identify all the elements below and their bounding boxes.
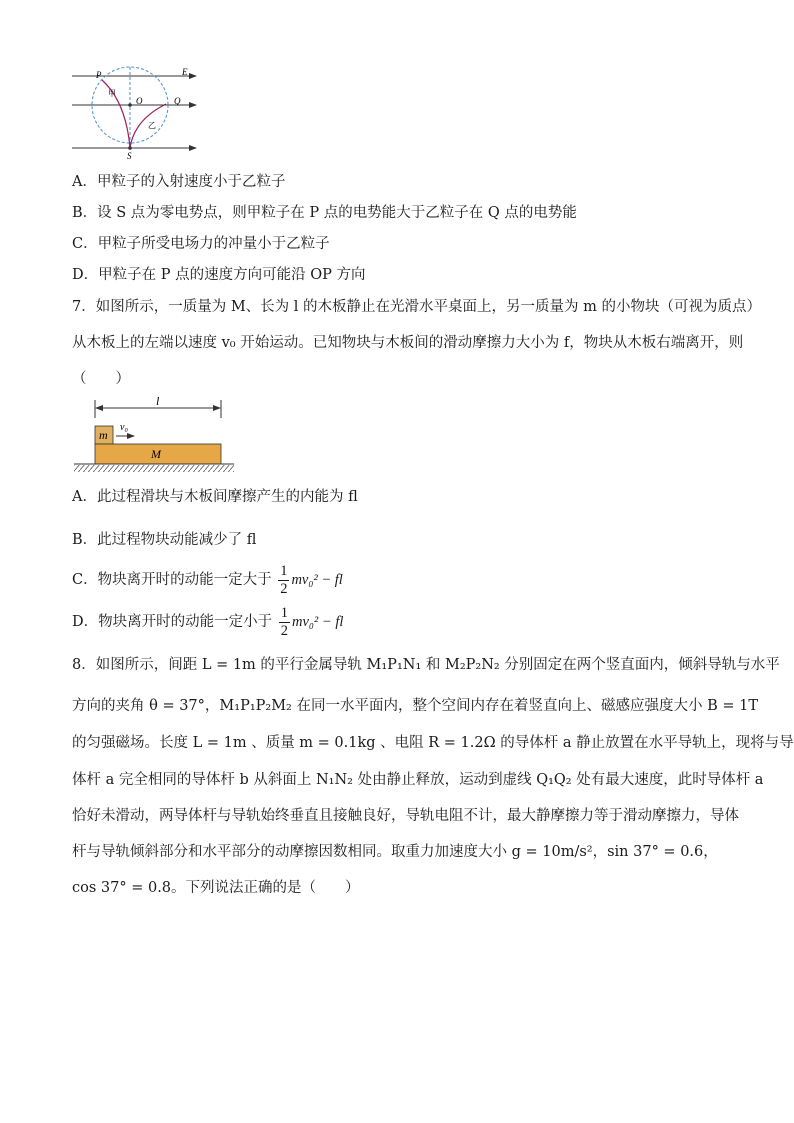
label-O: O <box>136 96 143 106</box>
label-M: M <box>151 447 161 461</box>
q8-line4: 体杆 a 完全相同的导体杆 b 从斜面上 N₁N₂ 处由静止释放，运动到虚线 Q₁Q₂ 处有最大速度，此时导体杆 a <box>72 772 764 788</box>
q7-stem-line1: 7．如图所示，一质量为 M、长为 l 的木板静止在光滑水平桌面上，另一质量为 m 的小物块（可视为质点） <box>72 299 762 315</box>
q7-option-a: A．此过程滑块与木板间摩擦产生的内能为 fl <box>72 489 358 505</box>
fraction-half: $\frac{1}{2}$ <box>280 562 288 597</box>
q8-line2: 方向的夹角 θ = 37°，M₁P₁P₂M₂ 在同一水平面内，整个空间内存在着竖直向上、磁感应强度大小 B = 1T <box>72 698 758 714</box>
q7-option-b: B．此过程物块动能减少了 fl <box>72 532 257 548</box>
q7-stem-line2: 从木板上的左端以速度 v₀ 开始运动。已知物块与木板间的滑动摩擦力大小为 f，物块从木板右端离开，则 <box>72 335 744 351</box>
q6-option-d: D．甲粒子在 P 点的速度方向可能沿 OP 方向 <box>72 267 366 283</box>
point-S <box>128 146 132 150</box>
q7-option-c-expr: mv₀² − fl <box>291 572 343 588</box>
q8-line7: cos 37° = 0.8。下列说法正确的是（ ） <box>72 880 360 896</box>
trajectory-jia <box>102 80 130 148</box>
label-E: E <box>182 67 188 77</box>
q7-option-d-expr: mv₀² − fl <box>291 614 344 630</box>
q8-line6: 杆与导轨倾斜部分和水平部分的动摩擦因数相同。取重力加速度大小 g = 10m/s²，sin 37° = 0.6， <box>72 844 718 860</box>
q8-line3: 的匀强磁场。长度 L = 1m 、质量 m = 0.1kg 、电阻 R = 1.2Ω 的导体杆 a 静止放置在水平导轨上，现将与导 <box>72 735 794 751</box>
q6-option-c: C．甲粒子所受电场力的冲量小于乙粒子 <box>72 236 330 252</box>
label-P: P <box>96 70 102 80</box>
q6-option-a: A．甲粒子的入射速度小于乙粒子 <box>72 174 286 190</box>
q7-option-c-text: C．物块离开时的动能一定大于 <box>72 572 272 588</box>
q6-option-b: B．设 S 点为零电势点，则甲粒子在 P 点的电势能大于乙粒子在 Q 点的电势能 <box>72 205 577 221</box>
label-v0: v₀ <box>120 422 128 433</box>
fraction-half: $\frac{1}{2}$ <box>280 604 288 639</box>
table-hatching <box>74 465 234 472</box>
label-yi: 乙 <box>148 121 156 130</box>
q7-option-d-text: D．物块离开时的动能一定小于 <box>72 614 273 630</box>
label-m: m <box>99 428 108 442</box>
q7-stem-line3: （ ） <box>72 371 130 387</box>
q8-line5: 恰好未滑动，两导体杆与导轨始终垂直且接触良好，导轨电阻不计，最大静摩擦力等于滑动摩擦力，导体 <box>72 808 739 824</box>
q8-line1: 8．如图所示，间距 L = 1m 的平行金属导轨 M₁P₁N₁ 和 M₂P₂N₂ 分别固定在两个竖直面内，倾斜导轨与水平 <box>72 657 780 673</box>
label-S: S <box>127 151 132 161</box>
q7-option-c <box>72 560 754 600</box>
q7-option-d <box>72 602 754 642</box>
label-l: l <box>156 394 160 408</box>
point-O <box>128 103 132 107</box>
figure-electric-field-circle <box>66 62 206 162</box>
figure-block-on-board <box>70 392 240 476</box>
label-jia: 甲 <box>108 89 116 98</box>
label-Q: Q <box>174 96 181 106</box>
